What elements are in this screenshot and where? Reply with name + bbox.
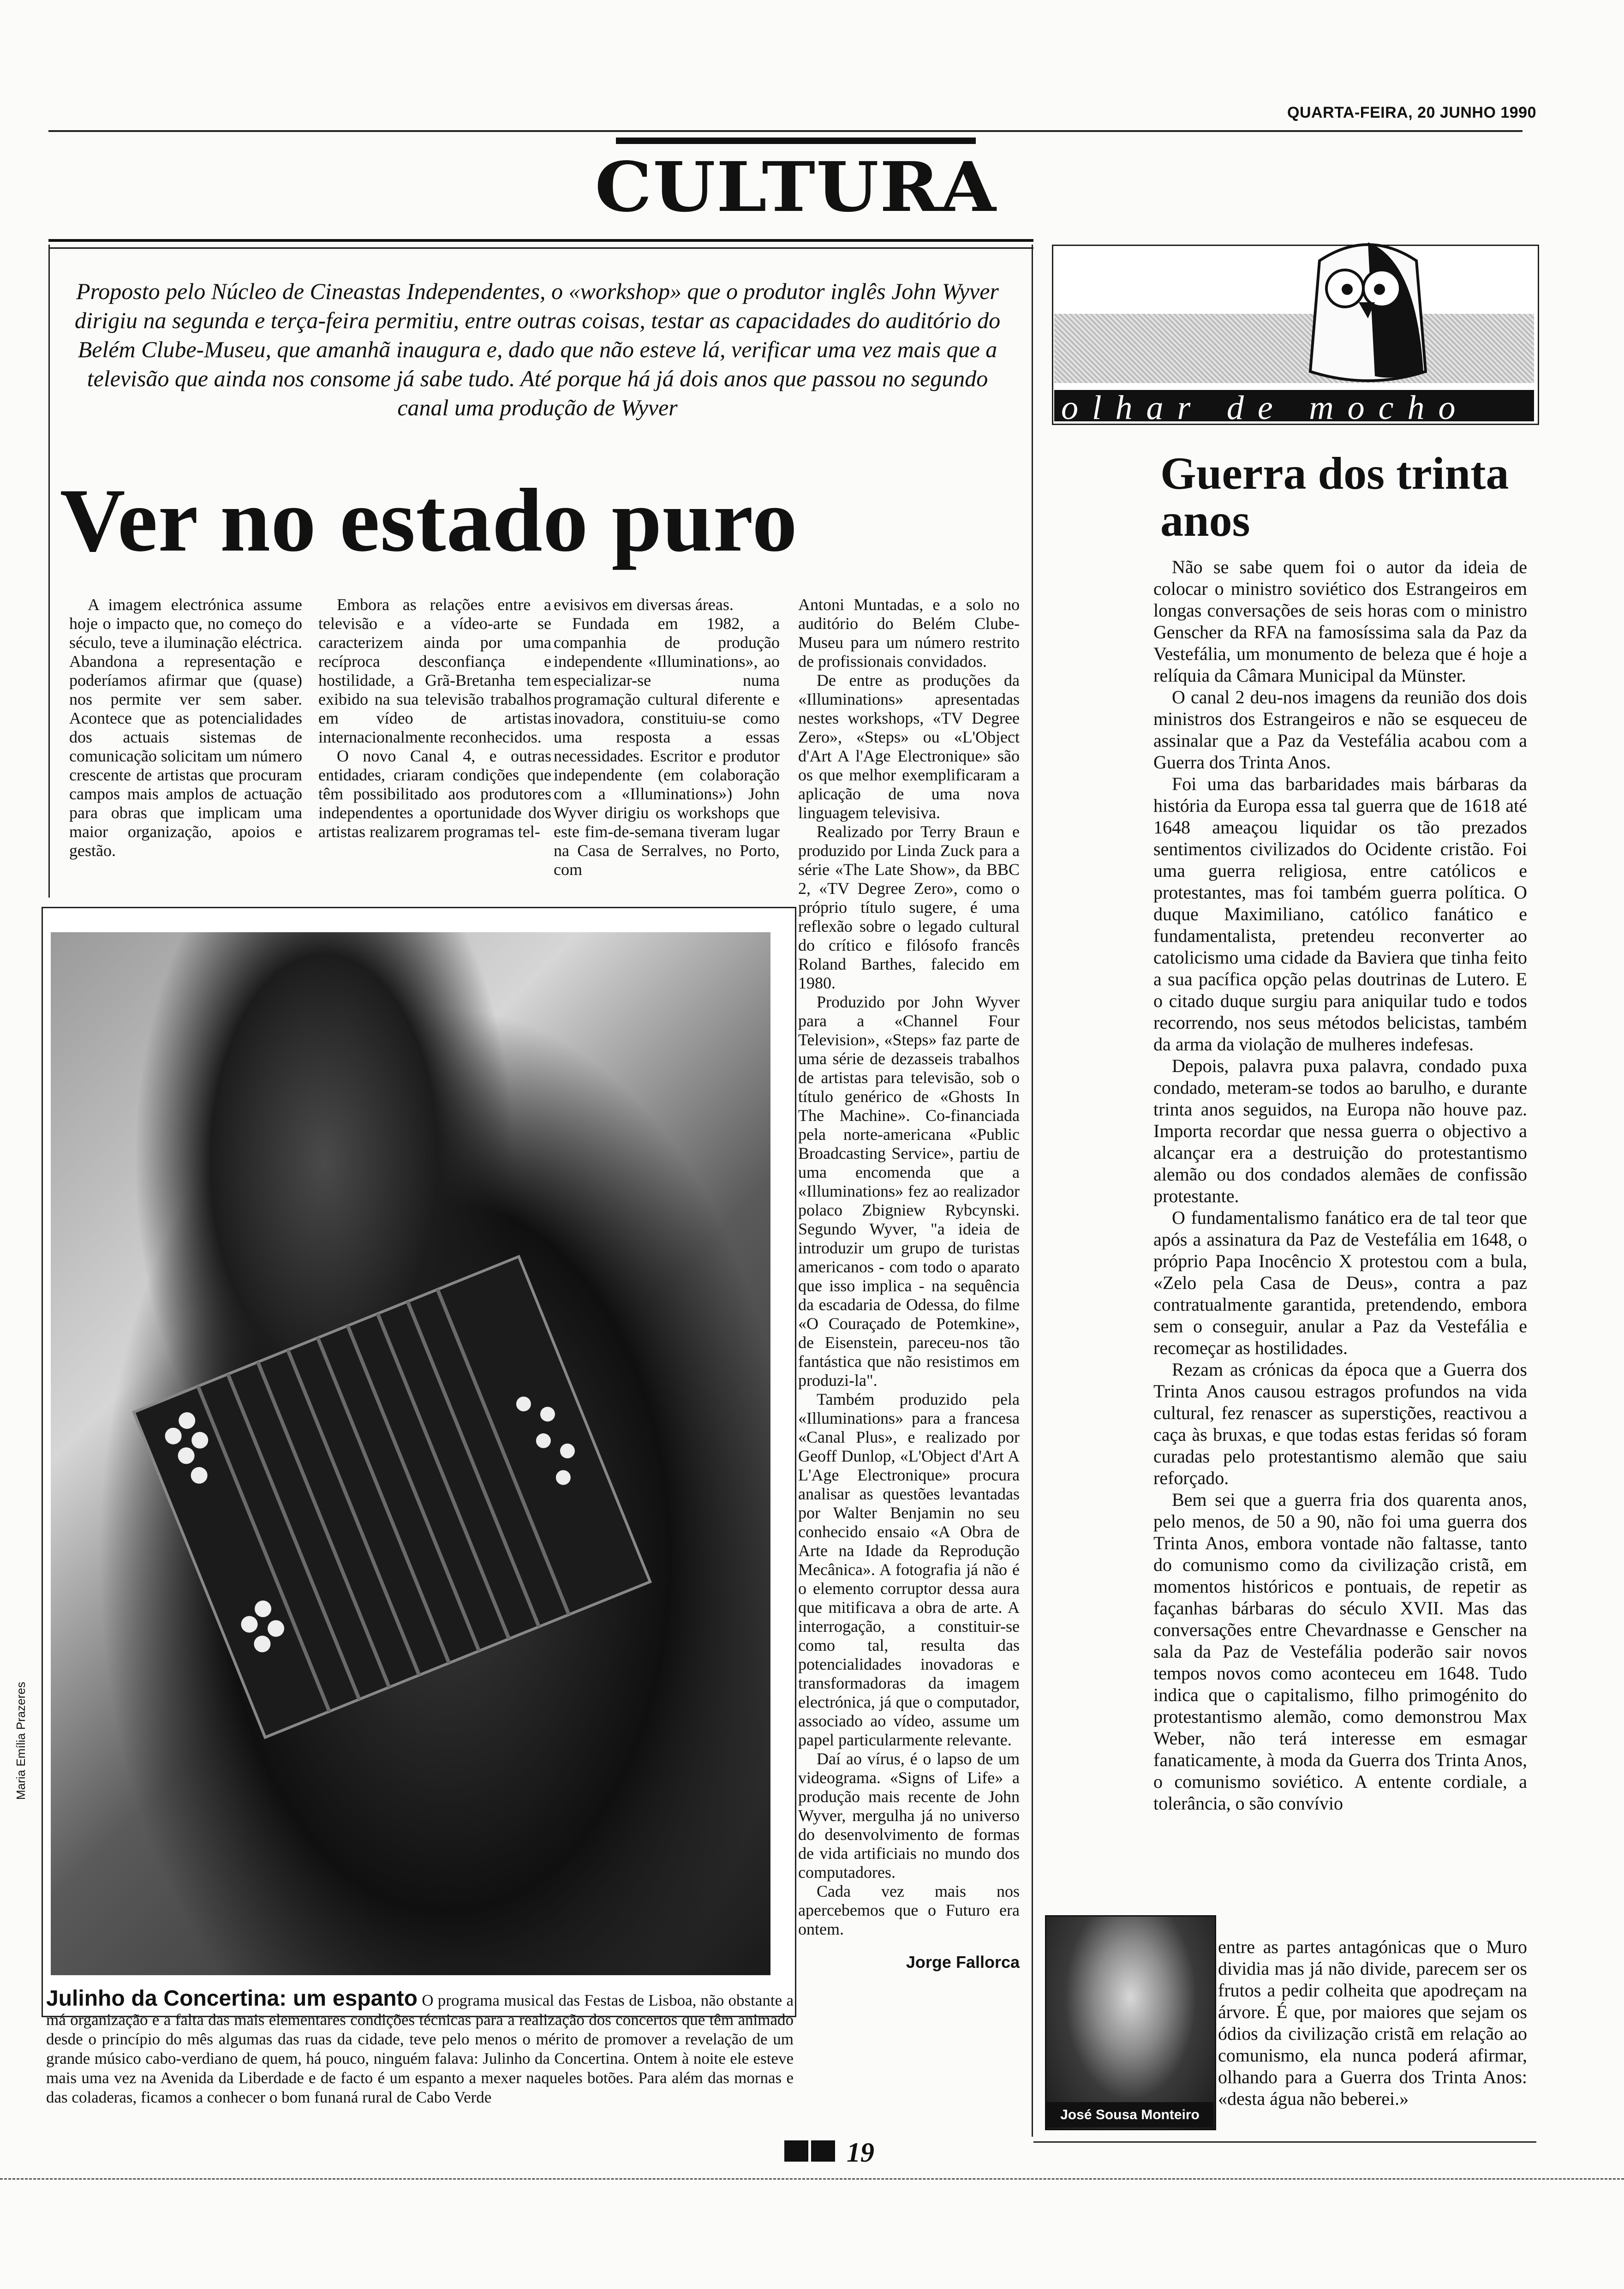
page-bottom-rule	[0, 2178, 1624, 2181]
article-column-2	[318, 595, 551, 841]
paragraph: Daí ao vírus, é o lapso de um videograma. «Signs of Life» a produção mais recente de John Wyver, mergulha já no universo do desenvolvimento de formas de vida artificiais no mundo dos computadores.	[798, 1750, 1020, 1882]
article-author: Jorge Fallorca	[906, 1953, 1020, 1971]
header-rule	[48, 130, 1522, 132]
paragraph: De entre as produções da «Illuminations» apresentadas nestes workshops, «TV Degree Zero», «Steps» ou «L'Object d'Art A l'Age Electronique» são os que melhor exemplificaram a aplicação de uma nova linguagem televisiva.	[798, 671, 1020, 822]
paragraph: A imagem electrónica assume hoje o impacto que, no começo do século, teve a iluminação eléctrica. Abandona a representação e poderíamos afirmar que (quase) nos permite ver sem saber. Acontece que as potencialidades dos actuais sistemas de comunicação solicitam um número crescente de artistas que procuram campos mais amplos de actuação para obras que implicam uma maior organização, apoios e gestão.	[69, 595, 302, 860]
paragraph: Antoni Muntadas, e a solo no auditório do Belém Clube-Museu para um número restrito de profissionais convidados.	[798, 595, 1020, 671]
column-body-continued	[1218, 1936, 1527, 2109]
article-frame-top	[48, 239, 1033, 249]
issue-date: QUARTA-FEIRA, 20 JUNHO 1990	[1287, 104, 1536, 121]
column-header-band	[1054, 314, 1534, 383]
photo-caption	[46, 1986, 794, 2107]
article-column-3	[554, 595, 780, 879]
article-frame-divider	[1032, 245, 1033, 2137]
paragraph: evisivos em diversas áreas.	[554, 595, 734, 614]
article-headline: Ver no estado puro	[60, 470, 798, 570]
page-number: 19	[847, 2137, 874, 2168]
owl-icon	[1301, 233, 1435, 388]
musician-photo	[51, 932, 770, 1975]
paragraph: Fundada em 1982, a companhia de produção independente «Illuminations», ao especializar-se numa programação cultural diferente e inovadora, constituiu-se como uma resposta a essas necessidades. Escritor e produtor independente (em colaboração com a «Illuminations») John Wyver dirigiu os workshops que este fim-de-semana tiveram lugar na Casa de Serralves, no Porto, com	[554, 614, 780, 879]
article-lead: Proposto pelo Núcleo de Cineastas Independentes, o «workshop» que o produtor inglês John Wyver dirigiu na segunda e terça-feira permitiu, entre outras coisas, testar as capacidades do auditório do Belém Clube-Museu, que amanhã inaugura e, dado que não esteve lá, verificar uma vez mais que a televisão que ainda nos consome já sabe tudo. Até porque há já dois anos que passou no segundo canal uma produção de Wyver	[74, 278, 1001, 420]
caption-text: O programa musical das Festas de Lisboa, não obstante a má organização e a falta das mais elementares condições técnicas para a realização dos concertos que têm animado desde o princípio do mês algumas das ruas da cidade, teve pelo menos o mérito de promover a revelação de um grande músico cabo-verdiano de quem, há pouco, ninguém falava: Julinho da Concertina. Ontem à noite ele esteve mais uma vez na Avenida da Liberdade e de facto é um espanto a mexer naqueles botões. Para além das mornas e das coladeras, ficamos a conhecer o bom funaná rural de Cabo Verde	[46, 1991, 794, 2106]
paragraph: Bem sei que a guerra fria dos quarenta anos, pelo menos, de 50 a 90, não foi uma guerra dos Trinta Anos, embora vontade não faltasse, tanto do comunismo como da civilização cristã, em momentos históricos e pontuais, de repetir as façanhas bárbaras do século XVII. Mas das conversações entre Chevardnasse e Genscher na sala da Paz de Vestefália poderão sair novos tempos novos como aconteceu em 1648. Tudo indica que o capitalismo, filho primogénito do protestantismo alemão, como demonstrou Max Weber, não terá interesse em esmagar fanaticamente, à moda da Guerra dos Trinta Anos, o comunismo soviético. A entente cordiale, a tolerância, o são convívio	[1153, 1489, 1527, 1814]
article-column-4	[798, 595, 1020, 1971]
paragraph: Rezam as crónicas da época que a Guerra dos Trinta Anos causou estragos profundos na vida cultural, fez renascer as superstições, reactivou a caça às bruxas, e que todas estas feridas só foram curadas pelo protestantismo alemão que saiu reforçado.	[1153, 1359, 1527, 1488]
article-column-1	[69, 595, 302, 860]
paragraph: Cada vez mais nos apercebemos que o Futuro era ontem.	[798, 1882, 1020, 1938]
paragraph: Não se sabe quem foi o autor da ideia de colocar o ministro soviético dos Estrangeiros em longas conversações de seis horas com o ministro Genscher da RFA na famosíssima sala da Paz da Vestefália, um monumento de beleza que é hoje a relíquia da Câmara Municipal da Münster.	[1153, 557, 1527, 686]
paragraph: O fundamentalismo fanático era de tal teor que após a assinatura da Paz de Vestefália em 1648, o próprio Papa Inocêncio X protestou com a bula, «Zelo pela Casa de Deus», contra a paz contratualmente garantida, pretendendo, embora sem o conseguir, anular a Paz da Vestefália e recomeçar as hostilidades.	[1153, 1207, 1527, 1358]
column-body	[1153, 556, 1527, 1814]
newspaper-logo-icon	[784, 2138, 840, 2164]
paragraph: entre as partes antagónicas que o Muro dividia mas já não divide, parecem ser os frutos a pedir colheita que apodreçam na árvore. É que, por maiores que sejam os ódios da civilização cristã em relação ao comunismo, ela nunca poderá afirmar, olhando para a Guerra dos Trinta Anos: «desta água não beberei.»	[1218, 1936, 1527, 2109]
column-headline: Guerra dos trinta anos	[1160, 448, 1509, 546]
paragraph: Realizado por Terry Braun e produzido por Linda Zuck para a série «The Late Show», da BBC 2, «TV Degree Zero», como o próprio título sugere, é uma reflexão sobre o legado cultural do crítico e filósofo francês Roland Barthes, falecido em 1980.	[798, 822, 1020, 992]
section-bar	[616, 138, 976, 144]
column-bottom-rule	[1033, 2141, 1536, 2143]
photo-credit: Maria Emília Prazeres	[14, 1682, 28, 1800]
paragraph: Depois, palavra puxa palavra, condado puxa condado, meteram-se todos ao barulho, e durante trinta anos seguidos, na Europa não houve paz. Importa recordar que nessa guerra o objectivo a alcançar era a destruição do protestantismo alemão ou dos condados alemães de confissão protestante.	[1153, 1055, 1527, 1206]
column-author: José Sousa Monteiro	[1046, 2102, 1213, 2127]
paragraph: Também produzido pela «Illuminations» para a francesa «Canal Plus», e realizado por Geoff Dunlop, «L'Object d'Art A L'Age Electronique» procura analisar as questões levantadas por Walter Benjamin no seu conhecido ensaio «A Obra de Arte na Idade da Reprodução Mecânica». A fotografia já não é o elemento corruptor dessa aura que mitificava a obra de arte. A interrogação, a constituir-se como tal, resulta das potencialidades inovadoras e transformadoras da imagem electrónica, já que o computador, associado ao vídeo, assume um papel particularmente relevante.	[798, 1390, 1020, 1749]
paragraph: O novo Canal 4, e outras entidades, criaram condições que têm possibilitado aos produtores independentes a oportunidade dos artistas realizarem programas tel-	[318, 747, 551, 841]
article-frame-left	[48, 245, 50, 898]
paragraph: Produzido por John Wyver para a «Channel Four Television», «Steps» faz parte de uma série de dezasseis trabalhos de artistas para televisão, sob o título genérico de «Ghosts In The Machine». Co-financiada pela norte-americana «Public Broadcasting Service», partiu de uma encomenda que a «Illuminations» fez ao realizador polaco Zbigniew Rybcynski. Segundo Wyver, "a ideia de introduzir um grupo de turistas americanos - com todo o aparato que isso implica - na sequência da escadaria de Odessa, do filme «O Couraçado de Potemkine», de Eisenstein, pareceu-nos tão fantástica que não resistimos em produzi-la".	[798, 993, 1020, 1390]
caption-title: Julinho da Concertina: um espanto	[46, 1986, 418, 2011]
paragraph: Embora as relações entre a televisão e a vídeo-arte se caracterizem ainda por uma recíproca desconfiança e hostilidade, a Grã-Bretanha tem exibido na sua televisão trabalhos em vídeo de artistas internacionalmente reconhecidos.	[318, 595, 551, 746]
author-portrait	[1045, 1915, 1216, 2130]
paragraph: Foi uma das barbaridades mais bárbaras da história da Europa essa tal guerra que de 1618 até 1648 ameaçou liquidar os tão prezados sentimentos civilizados do Ocidente cristão. Foi uma guerra religiosa, entre católicos e protestantes, mas foi também guerra política. O duque Maximiliano, católico fanático e fundamentalista, pretendeu reconverter ao catolicismo uma cidade da Baviera que tinha feito a sua pacífica opção pelas doutrinas de Lutero. E o citado duque surgiu para aniquilar tudo e todos recorrendo, nos seus métodos belicistas, também da arma da violação de mulheres indefesas.	[1153, 773, 1527, 1055]
column-series-title: olhar de mocho	[1061, 389, 1469, 427]
section-title: CULTURA	[595, 147, 997, 227]
paragraph: O canal 2 deu-nos imagens da reunião dos dois ministros dos Estrangeiros e não se esqueceu de assinalar que a Paz da Vestefália acabou com a Guerra dos Trinta Anos.	[1153, 687, 1527, 773]
accordion-illustration	[51, 932, 770, 1975]
